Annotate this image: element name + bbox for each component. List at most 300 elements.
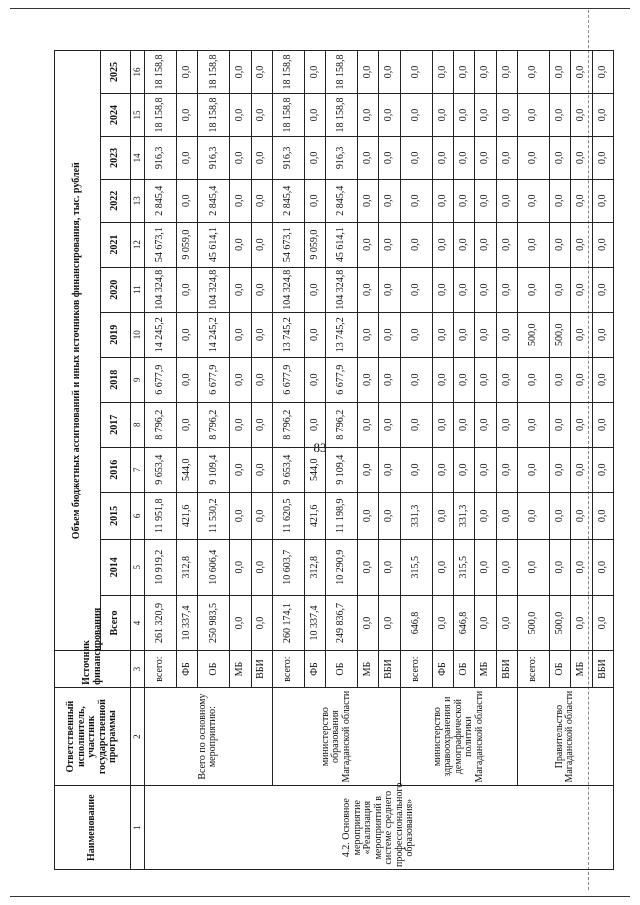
amount-cell: 0,0 <box>475 539 496 595</box>
amount-cell: 0,0 <box>549 179 570 222</box>
amount-cell: 0,0 <box>496 136 517 179</box>
column-number: 12 <box>131 222 145 267</box>
amount-cell: 0,0 <box>475 136 496 179</box>
amount-cell: 11 530,2 <box>198 492 230 539</box>
funding-source: ВБИ <box>592 651 613 687</box>
amount-cell: 0,0 <box>454 357 475 402</box>
amount-cell: 0,0 <box>379 51 400 94</box>
amount-cell: 0,0 <box>571 492 592 539</box>
header-year: 2021 <box>101 222 131 267</box>
amount-cell: 0,0 <box>379 94 400 137</box>
table-body <box>145 51 614 870</box>
amount-cell: 0,0 <box>496 402 517 447</box>
amount-cell: 0,0 <box>432 539 453 595</box>
amount-cell: 0,0 <box>251 539 272 595</box>
amount-cell: 0,0 <box>571 595 592 651</box>
amount-cell: 0,0 <box>475 267 496 312</box>
amount-cell: 0,0 <box>475 222 496 267</box>
amount-cell: 315,5 <box>400 539 432 595</box>
amount-cell: 916,3 <box>326 136 358 179</box>
amount-cell: 0,0 <box>176 312 197 357</box>
header-responsible: Ответственный исполнитель, участник государственной программы <box>55 687 131 786</box>
amount-cell: 331,3 <box>400 492 432 539</box>
amount-cell: 0,0 <box>304 94 325 137</box>
amount-cell: 9 059,0 <box>304 222 325 267</box>
column-number: 11 <box>131 267 145 312</box>
amount-cell: 544,0 <box>176 447 197 492</box>
table-row <box>272 51 304 870</box>
amount-cell: 14 245,2 <box>145 312 177 357</box>
header-year: 2014 <box>101 539 131 595</box>
amount-cell: 0,0 <box>251 94 272 137</box>
amount-cell: 0,0 <box>592 94 613 137</box>
top-rule <box>10 8 630 9</box>
amount-cell: 0,0 <box>592 447 613 492</box>
amount-cell: 0,0 <box>379 357 400 402</box>
amount-cell: 0,0 <box>358 51 379 94</box>
amount-cell: 0,0 <box>592 179 613 222</box>
amount-cell: 0,0 <box>475 94 496 137</box>
column-number: 9 <box>131 357 145 402</box>
amount-cell: 0,0 <box>517 357 549 402</box>
amount-cell: 10 290,9 <box>326 539 358 595</box>
amount-cell: 0,0 <box>496 539 517 595</box>
amount-cell: 0,0 <box>358 492 379 539</box>
amount-cell: 0,0 <box>571 357 592 402</box>
amount-cell: 0,0 <box>592 595 613 651</box>
amount-cell: 0,0 <box>592 136 613 179</box>
amount-cell: 0,0 <box>592 402 613 447</box>
amount-cell: 0,0 <box>400 447 432 492</box>
amount-cell: 0,0 <box>454 179 475 222</box>
amount-cell: 0,0 <box>358 539 379 595</box>
amount-cell: 0,0 <box>358 595 379 651</box>
amount-cell: 0,0 <box>176 179 197 222</box>
amount-cell: 0,0 <box>400 312 432 357</box>
amount-cell: 9 653,4 <box>272 447 304 492</box>
amount-cell: 0,0 <box>432 402 453 447</box>
amount-cell: 0,0 <box>592 51 613 94</box>
column-number: 3 <box>131 651 145 687</box>
amount-cell: 9 059,0 <box>176 222 197 267</box>
amount-cell: 18 158,8 <box>145 94 177 137</box>
amount-cell: 0,0 <box>475 492 496 539</box>
amount-cell: 0,0 <box>251 267 272 312</box>
amount-cell: 646,8 <box>400 595 432 651</box>
amount-cell: 0,0 <box>251 222 272 267</box>
amount-cell: 0,0 <box>230 492 251 539</box>
table-row <box>400 51 432 870</box>
amount-cell: 0,0 <box>549 94 570 137</box>
amount-cell: 9 109,4 <box>326 447 358 492</box>
amount-cell: 45 614,1 <box>198 222 230 267</box>
amount-cell: 2 845,4 <box>145 179 177 222</box>
amount-cell: 0,0 <box>379 222 400 267</box>
header-numbers-row <box>131 51 145 870</box>
amount-cell: 0,0 <box>358 267 379 312</box>
column-number: 7 <box>131 447 145 492</box>
column-number: 15 <box>131 94 145 137</box>
amount-cell: 10 606,4 <box>198 539 230 595</box>
header-year: 2016 <box>101 447 131 492</box>
amount-cell: 0,0 <box>304 51 325 94</box>
amount-cell: 0,0 <box>400 357 432 402</box>
amount-cell: 250 983,5 <box>198 595 230 651</box>
header-year: 2017 <box>101 402 131 447</box>
amount-cell: 0,0 <box>454 94 475 137</box>
amount-cell: 0,0 <box>517 539 549 595</box>
financing-table <box>54 50 614 870</box>
amount-cell: 104 324,8 <box>145 267 177 312</box>
amount-cell: 0,0 <box>251 51 272 94</box>
amount-cell: 0,0 <box>475 402 496 447</box>
amount-cell: 0,0 <box>432 595 453 651</box>
amount-cell: 0,0 <box>379 447 400 492</box>
column-number: 2 <box>131 687 145 786</box>
amount-cell: 0,0 <box>454 447 475 492</box>
amount-cell: 0,0 <box>496 94 517 137</box>
amount-cell: 0,0 <box>251 492 272 539</box>
amount-cell: 0,0 <box>304 402 325 447</box>
column-number: 10 <box>131 312 145 357</box>
amount-cell: 0,0 <box>496 492 517 539</box>
amount-cell: 0,0 <box>454 267 475 312</box>
amount-cell: 0,0 <box>230 402 251 447</box>
amount-cell: 0,0 <box>517 402 549 447</box>
funding-source: ВБИ <box>251 651 272 687</box>
amount-cell: 0,0 <box>304 312 325 357</box>
amount-cell: 249 836,7 <box>326 595 358 651</box>
funding-source: МБ <box>358 651 379 687</box>
funding-source: всего: <box>517 651 549 687</box>
amount-cell: 500,0 <box>517 312 549 357</box>
funding-source: ОБ <box>198 651 230 687</box>
amount-cell: 421,6 <box>304 492 325 539</box>
header-year: 2024 <box>101 94 131 137</box>
amount-cell: 0,0 <box>549 539 570 595</box>
amount-cell: 315,5 <box>454 539 475 595</box>
amount-cell: 646,8 <box>454 595 475 651</box>
amount-cell: 0,0 <box>358 179 379 222</box>
amount-cell: 0,0 <box>592 267 613 312</box>
amount-cell: 0,0 <box>432 51 453 94</box>
amount-cell: 0,0 <box>571 179 592 222</box>
amount-cell: 18 158,8 <box>272 94 304 137</box>
amount-cell: 0,0 <box>592 539 613 595</box>
amount-cell: 6 677,9 <box>198 357 230 402</box>
amount-cell: 0,0 <box>400 402 432 447</box>
column-number: 5 <box>131 539 145 595</box>
amount-cell: 8 796,2 <box>145 402 177 447</box>
amount-cell: 0,0 <box>304 136 325 179</box>
amount-cell: 312,8 <box>304 539 325 595</box>
amount-cell: 0,0 <box>251 447 272 492</box>
amount-cell: 6 677,9 <box>272 357 304 402</box>
amount-cell: 0,0 <box>251 179 272 222</box>
amount-cell: 0,0 <box>496 312 517 357</box>
funding-source: МБ <box>571 651 592 687</box>
amount-cell: 0,0 <box>304 179 325 222</box>
amount-cell: 0,0 <box>176 51 197 94</box>
funding-source: ОБ <box>549 651 570 687</box>
header-year: 2025 <box>101 51 131 94</box>
column-number: 4 <box>131 595 145 651</box>
amount-cell: 0,0 <box>432 222 453 267</box>
amount-cell: 0,0 <box>549 447 570 492</box>
amount-cell: 0,0 <box>454 51 475 94</box>
column-number: 1 <box>131 786 145 870</box>
amount-cell: 0,0 <box>454 136 475 179</box>
funding-source: ВБИ <box>379 651 400 687</box>
header-year: 2020 <box>101 267 131 312</box>
amount-cell: 0,0 <box>571 136 592 179</box>
rotated-table-container <box>54 50 614 870</box>
amount-cell: 54 673,1 <box>272 222 304 267</box>
amount-cell: 0,0 <box>475 447 496 492</box>
amount-cell: 0,0 <box>400 267 432 312</box>
amount-cell: 500,0 <box>517 595 549 651</box>
amount-cell: 10 337,4 <box>176 595 197 651</box>
amount-cell: 0,0 <box>475 312 496 357</box>
amount-cell: 11 620,5 <box>272 492 304 539</box>
amount-cell: 0,0 <box>358 312 379 357</box>
column-number: 13 <box>131 179 145 222</box>
amount-cell: 0,0 <box>379 595 400 651</box>
amount-cell: 14 245,2 <box>198 312 230 357</box>
amount-cell: 0,0 <box>454 222 475 267</box>
amount-cell: 0,0 <box>176 267 197 312</box>
funding-source: ФБ <box>304 651 325 687</box>
amount-cell: 10 337,4 <box>304 595 325 651</box>
funding-source: всего: <box>145 651 177 687</box>
amount-cell: 0,0 <box>496 51 517 94</box>
amount-cell: 9 653,4 <box>145 447 177 492</box>
header-year: 2015 <box>101 492 131 539</box>
amount-cell: 0,0 <box>571 402 592 447</box>
amount-cell: 0,0 <box>496 179 517 222</box>
amount-cell: 0,0 <box>549 222 570 267</box>
amount-cell: 0,0 <box>571 312 592 357</box>
amount-cell: 0,0 <box>400 179 432 222</box>
amount-cell: 0,0 <box>230 312 251 357</box>
amount-cell: 312,8 <box>176 539 197 595</box>
amount-cell: 0,0 <box>517 179 549 222</box>
amount-cell: 544,0 <box>304 447 325 492</box>
responsible-executor: министерство здравоохранения и демографической политики Магаданской области <box>400 687 517 786</box>
amount-cell: 0,0 <box>358 402 379 447</box>
amount-cell: 0,0 <box>230 222 251 267</box>
amount-cell: 916,3 <box>198 136 230 179</box>
amount-cell: 0,0 <box>251 136 272 179</box>
amount-cell: 0,0 <box>454 312 475 357</box>
column-number: 16 <box>131 51 145 94</box>
header-year: 2019 <box>101 312 131 357</box>
amount-cell: 0,0 <box>496 222 517 267</box>
amount-cell: 0,0 <box>496 267 517 312</box>
amount-cell: 0,0 <box>251 357 272 402</box>
amount-cell: 0,0 <box>549 267 570 312</box>
amount-cell: 0,0 <box>549 51 570 94</box>
amount-cell: 0,0 <box>358 94 379 137</box>
funding-source: всего: <box>272 651 304 687</box>
amount-cell: 261 320,9 <box>145 595 177 651</box>
amount-cell: 104 324,8 <box>326 267 358 312</box>
bottom-rule <box>10 896 630 897</box>
amount-cell: 0,0 <box>592 312 613 357</box>
amount-cell: 331,3 <box>454 492 475 539</box>
amount-cell: 0,0 <box>517 267 549 312</box>
amount-cell: 0,0 <box>304 267 325 312</box>
header-year: 2022 <box>101 179 131 222</box>
amount-cell: 0,0 <box>251 312 272 357</box>
amount-cell: 0,0 <box>517 136 549 179</box>
amount-cell: 0,0 <box>432 179 453 222</box>
amount-cell: 18 158,8 <box>326 94 358 137</box>
amount-cell: 0,0 <box>517 222 549 267</box>
amount-cell: 18 158,8 <box>272 51 304 94</box>
amount-cell: 0,0 <box>379 492 400 539</box>
amount-cell: 421,6 <box>176 492 197 539</box>
amount-cell: 18 158,8 <box>198 51 230 94</box>
amount-cell: 0,0 <box>517 51 549 94</box>
column-number: 8 <box>131 402 145 447</box>
header-name: Наименование <box>55 786 131 870</box>
amount-cell: 13 745,2 <box>326 312 358 357</box>
amount-cell: 0,0 <box>176 94 197 137</box>
amount-cell: 0,0 <box>379 179 400 222</box>
amount-cell: 0,0 <box>379 539 400 595</box>
amount-cell: 0,0 <box>358 357 379 402</box>
amount-cell: 0,0 <box>230 447 251 492</box>
amount-cell: 18 158,8 <box>326 51 358 94</box>
amount-cell: 0,0 <box>400 51 432 94</box>
amount-cell: 18 158,8 <box>198 94 230 137</box>
amount-cell: 0,0 <box>358 447 379 492</box>
amount-cell: 0,0 <box>571 51 592 94</box>
amount-cell: 0,0 <box>571 447 592 492</box>
amount-cell: 0,0 <box>358 222 379 267</box>
funding-source: ОБ <box>454 651 475 687</box>
amount-cell: 0,0 <box>230 179 251 222</box>
header-volume: Объем бюджетных ассигнований и иных источников финансирования, тыс. рублей <box>55 51 101 651</box>
amount-cell: 0,0 <box>251 595 272 651</box>
funding-source: ФБ <box>176 651 197 687</box>
amount-cell: 0,0 <box>230 94 251 137</box>
amount-cell: 45 614,1 <box>326 222 358 267</box>
amount-cell: 104 324,8 <box>272 267 304 312</box>
amount-cell: 0,0 <box>475 595 496 651</box>
responsible-executor: Всего по основному мероприятию: <box>145 687 273 786</box>
amount-cell: 0,0 <box>432 357 453 402</box>
amount-cell: 0,0 <box>496 357 517 402</box>
amount-cell: 0,0 <box>379 267 400 312</box>
amount-cell: 104 324,8 <box>198 267 230 312</box>
column-number: 6 <box>131 492 145 539</box>
header-source: Источник финансирования <box>55 651 131 687</box>
amount-cell: 916,3 <box>145 136 177 179</box>
responsible-executor: министерство образования Магаданской области <box>272 687 400 786</box>
amount-cell: 0,0 <box>432 94 453 137</box>
header-total: Всего <box>101 595 131 651</box>
amount-cell: 0,0 <box>454 402 475 447</box>
amount-cell: 0,0 <box>176 136 197 179</box>
amount-cell: 0,0 <box>496 595 517 651</box>
header-year: 2018 <box>101 357 131 402</box>
amount-cell: 0,0 <box>379 402 400 447</box>
amount-cell: 0,0 <box>517 492 549 539</box>
amount-cell: 0,0 <box>571 539 592 595</box>
amount-cell: 0,0 <box>230 267 251 312</box>
amount-cell: 13 745,2 <box>272 312 304 357</box>
amount-cell: 0,0 <box>379 136 400 179</box>
amount-cell: 54 673,1 <box>145 222 177 267</box>
amount-cell: 500,0 <box>549 595 570 651</box>
funding-source: всего: <box>400 651 432 687</box>
amount-cell: 0,0 <box>176 357 197 402</box>
amount-cell: 0,0 <box>475 357 496 402</box>
amount-cell: 0,0 <box>549 492 570 539</box>
amount-cell: 0,0 <box>571 267 592 312</box>
amount-cell: 0,0 <box>230 595 251 651</box>
amount-cell: 11 198,9 <box>326 492 358 539</box>
amount-cell: 0,0 <box>379 312 400 357</box>
amount-cell: 0,0 <box>432 136 453 179</box>
responsible-executor: Правительство Магаданской области <box>517 687 613 786</box>
amount-cell: 0,0 <box>432 492 453 539</box>
amount-cell: 0,0 <box>304 357 325 402</box>
amount-cell: 0,0 <box>176 402 197 447</box>
amount-cell: 0,0 <box>592 222 613 267</box>
amount-cell: 0,0 <box>475 51 496 94</box>
amount-cell: 2 845,4 <box>272 179 304 222</box>
amount-cell: 0,0 <box>400 136 432 179</box>
amount-cell: 916,3 <box>272 136 304 179</box>
amount-cell: 0,0 <box>432 267 453 312</box>
amount-cell: 0,0 <box>230 51 251 94</box>
amount-cell: 0,0 <box>400 222 432 267</box>
amount-cell: 18 158,8 <box>145 51 177 94</box>
amount-cell: 260 174,1 <box>272 595 304 651</box>
amount-cell: 0,0 <box>251 402 272 447</box>
amount-cell: 0,0 <box>517 447 549 492</box>
amount-cell: 0,0 <box>475 179 496 222</box>
table-row <box>517 51 549 870</box>
amount-cell: 0,0 <box>592 357 613 402</box>
funding-source: ВБИ <box>496 651 517 687</box>
amount-cell: 2 845,4 <box>198 179 230 222</box>
amount-cell: 8 796,2 <box>272 402 304 447</box>
amount-cell: 0,0 <box>230 539 251 595</box>
funding-source: МБ <box>475 651 496 687</box>
amount-cell: 0,0 <box>230 136 251 179</box>
amount-cell: 0,0 <box>549 357 570 402</box>
amount-cell: 0,0 <box>571 94 592 137</box>
funding-source: ОБ <box>326 651 358 687</box>
amount-cell: 10 919,2 <box>145 539 177 595</box>
amount-cell: 6 677,9 <box>326 357 358 402</box>
header-year: 2023 <box>101 136 131 179</box>
amount-cell: 0,0 <box>549 136 570 179</box>
amount-cell: 9 109,4 <box>198 447 230 492</box>
amount-cell: 0,0 <box>230 357 251 402</box>
amount-cell: 0,0 <box>592 492 613 539</box>
amount-cell: 0,0 <box>400 94 432 137</box>
amount-cell: 0,0 <box>432 312 453 357</box>
page-number: 83 <box>313 440 327 455</box>
amount-cell: 8 796,2 <box>198 402 230 447</box>
funding-source: МБ <box>230 651 251 687</box>
amount-cell: 8 796,2 <box>326 402 358 447</box>
